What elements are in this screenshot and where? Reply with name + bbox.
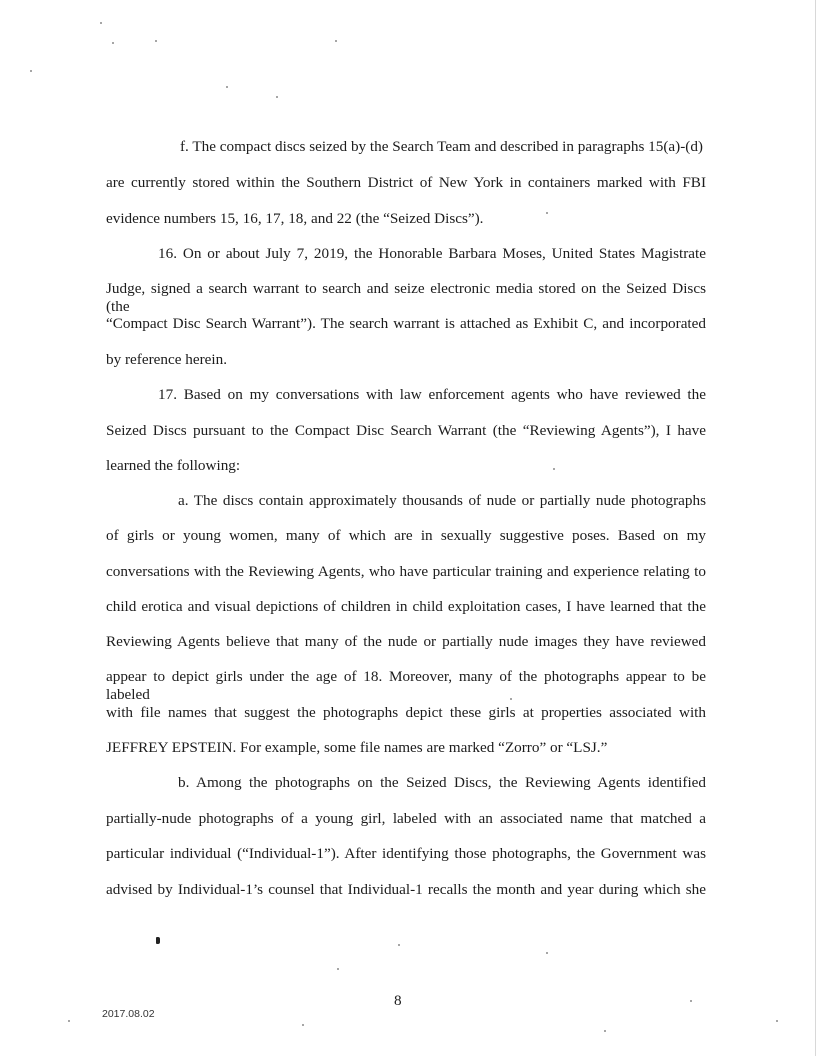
text-line: 16. On or about July 7, 2019, the Honorable Barbara Moses, United States Magistrate (158, 245, 706, 262)
scan-speck (30, 70, 32, 72)
text-line: particular individual (“Individual-1”). After identifying those photographs, the Government was (106, 845, 706, 862)
text-line: Reviewing Agents believe that many of the nude or partially nude images they have reviewed (106, 633, 706, 650)
text-line: conversations with the Reviewing Agents, who have particular training and experience relating to (106, 563, 706, 580)
text-line: of girls or young women, many of which are in sexually suggestive poses. Based on my (106, 527, 706, 544)
text-line: f. The compact discs seized by the Search Team and described in paragraphs 15(a)-(d) (180, 138, 703, 155)
scan-speck (302, 1024, 304, 1026)
scan-mark (156, 937, 160, 944)
scan-speck (398, 944, 400, 946)
scan-speck (604, 1030, 606, 1032)
scan-speck (546, 212, 548, 214)
scan-speck (226, 86, 228, 88)
text-line: Judge, signed a search warrant to search and seize electronic media stored on the Seized Discs (the (106, 280, 706, 315)
scan-speck (776, 1020, 778, 1022)
scan-speck (68, 1020, 70, 1022)
scan-speck (100, 22, 102, 24)
page-edge (815, 0, 816, 1056)
scan-speck (112, 42, 114, 44)
scan-speck (337, 968, 339, 970)
text-line: 17. Based on my conversations with law enforcement agents who have reviewed the (158, 386, 706, 403)
text-line: b. Among the photographs on the Seized Discs, the Reviewing Agents identified (178, 774, 706, 791)
text-line: JEFFREY EPSTEIN. For example, some file names are marked “Zorro” or “LSJ.” (106, 739, 608, 756)
scan-speck (546, 952, 548, 954)
text-line: appear to depict girls under the age of 18. Moreover, many of the photographs appear to be labeled (106, 668, 706, 703)
text-line: advised by Individual-1’s counsel that Individual-1 recalls the month and year during which she (106, 881, 706, 898)
scan-speck (276, 96, 278, 98)
text-line: with file names that suggest the photographs depict these girls at properties associated with (106, 704, 706, 721)
scan-speck (155, 40, 157, 42)
page-number: 8 (394, 992, 402, 1009)
text-line: “Compact Disc Search Warrant”). The search warrant is attached as Exhibit C, and incorporated (106, 315, 706, 332)
scan-speck (335, 40, 337, 42)
document-version-code: 2017.08.02 (102, 1008, 155, 1020)
text-line: child erotica and visual depictions of children in child exploitation cases, I have learned that the (106, 598, 706, 615)
text-line: partially-nude photographs of a young girl, labeled with an associated name that matched a (106, 810, 706, 827)
text-line: are currently stored within the Southern District of New York in containers marked with FBI (106, 174, 706, 191)
scan-speck (690, 1000, 692, 1002)
text-line: evidence numbers 15, 16, 17, 18, and 22 (the “Seized Discs”). (106, 210, 484, 227)
text-line: learned the following: (106, 457, 241, 474)
text-line: by reference herein. (106, 351, 227, 368)
scan-speck (553, 468, 555, 470)
text-line: Seized Discs pursuant to the Compact Disc Search Warrant (the “Reviewing Agents”), I have (106, 422, 706, 439)
text-line: a. The discs contain approximately thousands of nude or partially nude photographs (178, 492, 706, 509)
